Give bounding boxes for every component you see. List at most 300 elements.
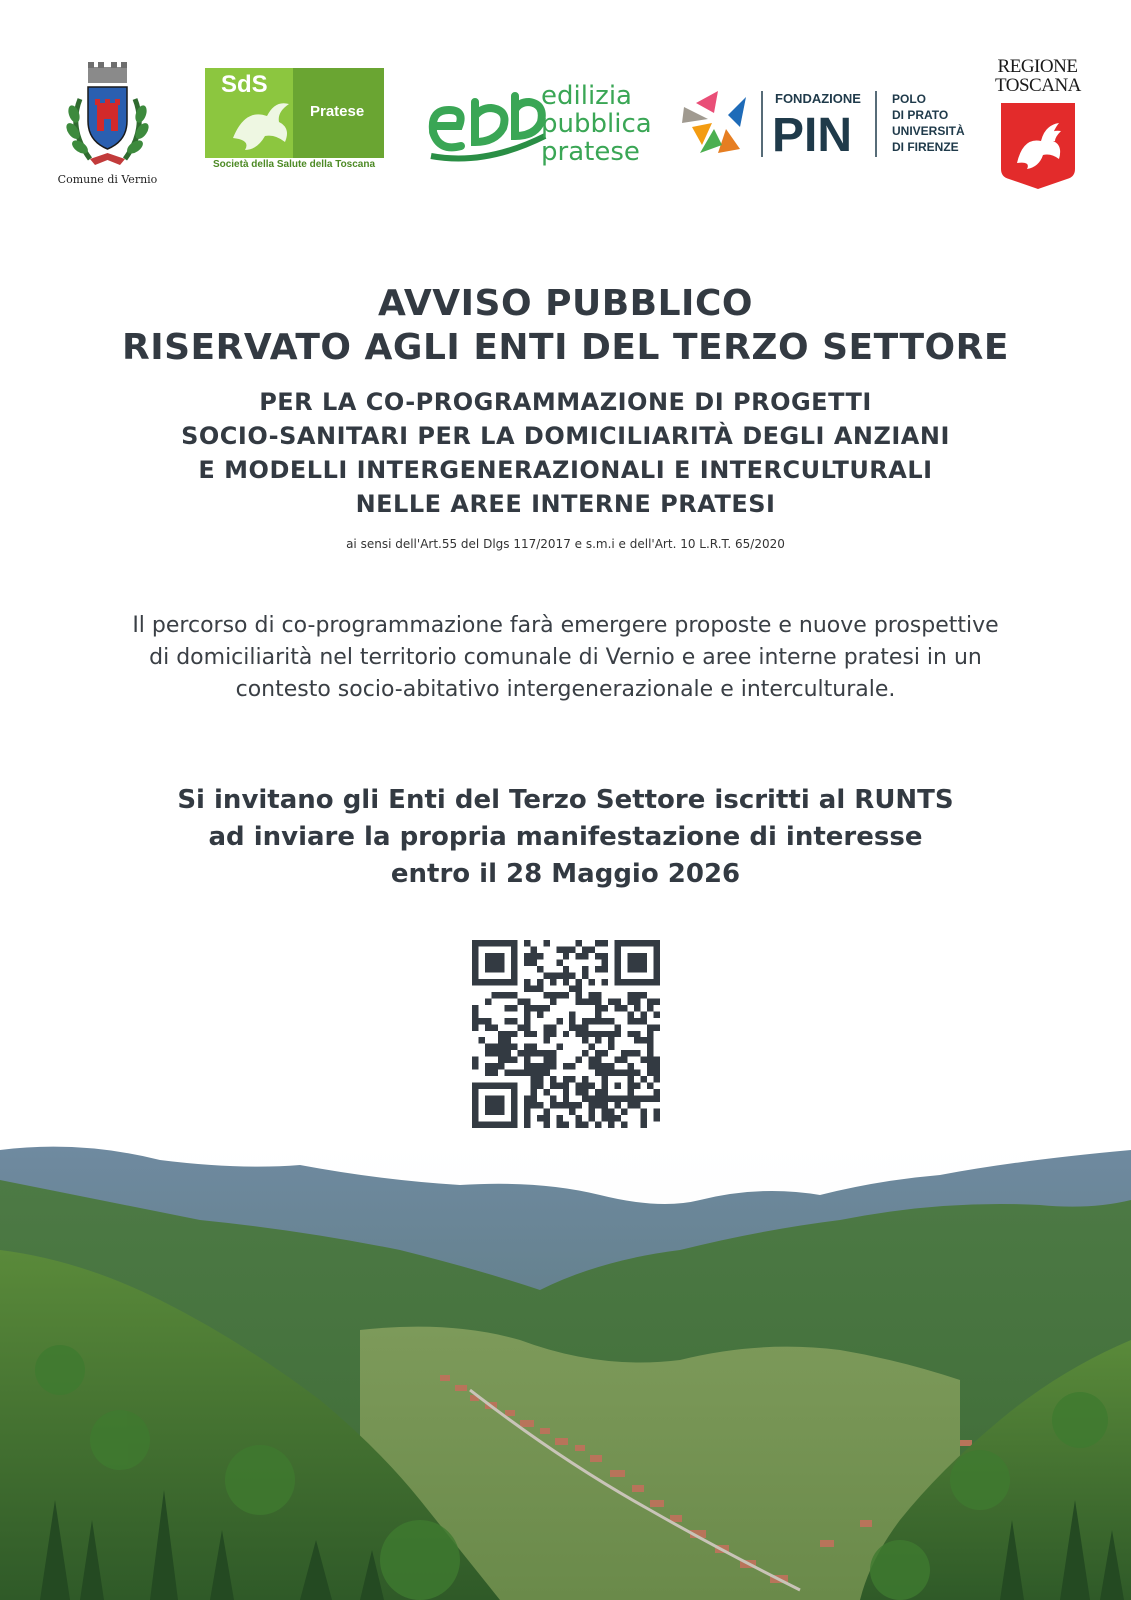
qr-module xyxy=(530,1005,536,1011)
qr-module xyxy=(634,1018,640,1024)
qr-module xyxy=(602,1089,608,1095)
qr-module xyxy=(530,985,536,991)
qr-module xyxy=(550,1050,556,1056)
qr-module xyxy=(608,1018,614,1024)
intro-paragraph xyxy=(0,610,1131,706)
sds-pratese-word: Pratese xyxy=(310,103,365,120)
qr-module xyxy=(485,1096,491,1102)
qr-module xyxy=(530,946,536,952)
qr-module xyxy=(498,1050,504,1056)
qr-module xyxy=(647,940,653,946)
qr-module xyxy=(563,1089,569,1095)
qr-module xyxy=(543,1031,549,1037)
qr-module xyxy=(621,1070,627,1076)
qr-module xyxy=(628,1102,634,1108)
qr-module xyxy=(472,940,478,946)
qr-module xyxy=(589,1018,595,1024)
qr-module xyxy=(634,998,640,1004)
qr-module xyxy=(608,1070,614,1076)
qr-module xyxy=(524,1122,530,1128)
qr-module xyxy=(543,1024,549,1030)
qr-module xyxy=(491,1109,497,1115)
qr-module xyxy=(550,1076,556,1082)
qr-module xyxy=(563,1096,569,1102)
qr-module xyxy=(654,940,660,946)
qr-module xyxy=(472,1057,478,1063)
qr-module xyxy=(550,979,556,985)
landscape-photo xyxy=(0,1140,1131,1600)
qr-module xyxy=(511,979,517,985)
qr-module xyxy=(608,1115,614,1121)
qr-module xyxy=(524,1102,530,1108)
qr-module xyxy=(595,1031,601,1037)
qr-module xyxy=(472,1122,478,1128)
qr-module xyxy=(647,1070,653,1076)
qr-module xyxy=(621,1057,627,1063)
qr-module xyxy=(654,1057,660,1063)
qr-module xyxy=(654,1070,660,1076)
qr-module xyxy=(504,1070,510,1076)
qr-module xyxy=(472,1063,478,1069)
qr-module xyxy=(511,1102,517,1108)
qr-module xyxy=(608,1037,614,1043)
qr-module xyxy=(537,1070,543,1076)
qr-module xyxy=(472,1018,478,1024)
qr-module xyxy=(595,1018,601,1024)
qr-module xyxy=(504,1057,510,1063)
qr-module xyxy=(524,1096,530,1102)
qr-module xyxy=(550,1063,556,1069)
qr-module xyxy=(530,1044,536,1050)
subtitle-line-1: PER LA CO-PROGRAMMAZIONE DI PROGETTI xyxy=(259,388,872,416)
qr-module xyxy=(511,959,517,965)
qr-module xyxy=(641,1076,647,1082)
qr-module xyxy=(569,985,575,991)
qr-module xyxy=(641,979,647,985)
qr-module xyxy=(621,1050,627,1056)
qr-module xyxy=(537,1005,543,1011)
qr-module xyxy=(511,1018,517,1024)
qr-module xyxy=(634,966,640,972)
qr-module xyxy=(647,1050,653,1056)
qr-module xyxy=(537,979,543,985)
qr-module xyxy=(472,972,478,978)
qr-module xyxy=(563,1031,569,1037)
qr-module xyxy=(595,992,601,998)
qr-module xyxy=(654,1096,660,1102)
qr-module xyxy=(517,998,523,1004)
qr-module xyxy=(589,998,595,1004)
title-line-1: AVVISO PUBBLICO xyxy=(378,283,753,324)
qr-module xyxy=(485,998,491,1004)
qr-module xyxy=(491,1044,497,1050)
qr-module xyxy=(524,1024,530,1030)
qr-module xyxy=(595,1050,601,1056)
qr-module xyxy=(615,1057,621,1063)
qr-module xyxy=(472,1089,478,1095)
qr-module xyxy=(628,979,634,985)
qr-module xyxy=(608,1044,614,1050)
qr-module xyxy=(602,1005,608,1011)
qr-module xyxy=(491,979,497,985)
qr-module xyxy=(537,1063,543,1069)
qr-module xyxy=(654,946,660,952)
qr-module xyxy=(647,1096,653,1102)
qr-module xyxy=(511,1083,517,1089)
qr-module xyxy=(621,1096,627,1102)
vernio-coat-of-arms-icon xyxy=(60,59,155,171)
qr-module xyxy=(556,992,562,998)
qr-module xyxy=(498,1083,504,1089)
qr-module xyxy=(543,1063,549,1069)
qr-module xyxy=(524,1031,530,1037)
qr-module xyxy=(491,1070,497,1076)
qr-module xyxy=(628,1018,634,1024)
qr-module xyxy=(602,1070,608,1076)
qr-module xyxy=(530,1031,536,1037)
qr-module xyxy=(543,1109,549,1115)
qr-module xyxy=(595,1037,601,1043)
qr-module xyxy=(602,1102,608,1108)
qr-module xyxy=(498,1044,504,1050)
qr-module xyxy=(511,1044,517,1050)
qr-module xyxy=(563,979,569,985)
qr-module xyxy=(654,1115,660,1121)
qr-module xyxy=(641,1122,647,1128)
qr-module xyxy=(569,1063,575,1069)
qr-module xyxy=(654,1109,660,1115)
qr-module xyxy=(595,1005,601,1011)
qr-module xyxy=(654,1024,660,1030)
qr-module xyxy=(524,959,530,965)
qr-module xyxy=(491,1102,497,1108)
qr-code[interactable] xyxy=(472,940,660,1128)
qr-module xyxy=(654,1011,660,1017)
qr-module xyxy=(524,953,530,959)
qr-module xyxy=(472,959,478,965)
qr-module xyxy=(608,1063,614,1069)
qr-module xyxy=(641,1115,647,1121)
qr-module xyxy=(524,1109,530,1115)
qr-module xyxy=(537,1115,543,1121)
qr-module xyxy=(654,953,660,959)
qr-module xyxy=(563,966,569,972)
pin-fondazione: FONDAZIONE xyxy=(775,91,861,106)
qr-module xyxy=(498,1122,504,1128)
qr-module xyxy=(654,1076,660,1082)
title-line-2: RISERVATO AGLI ENTI DEL TERZO SETTORE xyxy=(122,327,1009,368)
invitation xyxy=(0,782,1131,893)
qr-module xyxy=(582,1096,588,1102)
qr-module xyxy=(524,940,530,946)
qr-module xyxy=(576,1083,582,1089)
qr-module xyxy=(485,966,491,972)
intro-line-2: di domiciliarità nel territorio comunale di Vernio e aree interne pratesi in un xyxy=(149,645,982,670)
qr-module xyxy=(504,1050,510,1056)
qr-module xyxy=(556,1115,562,1121)
qr-module xyxy=(634,953,640,959)
qr-module xyxy=(530,1089,536,1095)
qr-module xyxy=(654,972,660,978)
qr-module xyxy=(576,1102,582,1108)
qr-module xyxy=(628,1076,634,1082)
qr-module xyxy=(569,946,575,952)
qr-module xyxy=(530,1070,536,1076)
qr-module xyxy=(582,953,588,959)
qr-module xyxy=(589,979,595,985)
qr-module xyxy=(602,979,608,985)
qr-module xyxy=(485,1044,491,1050)
qr-module xyxy=(589,1044,595,1050)
qr-module xyxy=(498,1063,504,1069)
qr-module xyxy=(602,966,608,972)
qr-module xyxy=(556,1122,562,1128)
qr-module xyxy=(524,1057,530,1063)
qr-module xyxy=(621,979,627,985)
qr-module xyxy=(485,1083,491,1089)
qr-module xyxy=(602,1063,608,1069)
qr-module xyxy=(641,1096,647,1102)
subtitle-line-4: NELLE AREE INTERNE PRATESI xyxy=(355,490,776,518)
qr-module xyxy=(582,1050,588,1056)
qr-module xyxy=(634,1031,640,1037)
qr-module xyxy=(634,1005,640,1011)
qr-module xyxy=(491,1083,497,1089)
qr-module xyxy=(504,1122,510,1128)
qr-module xyxy=(576,1122,582,1128)
pin-universita: UNIVERSITÀ xyxy=(892,124,965,138)
qr-module xyxy=(485,1063,491,1069)
qr-module xyxy=(595,1102,601,1108)
qr-module xyxy=(530,1076,536,1082)
qr-module xyxy=(498,966,504,972)
qr-module xyxy=(550,972,556,978)
qr-module xyxy=(621,1005,627,1011)
pin-polo: POLO xyxy=(892,92,927,106)
qr-module xyxy=(628,1050,634,1056)
qr-module xyxy=(595,953,601,959)
qr-module xyxy=(472,1024,478,1030)
qr-module xyxy=(615,1005,621,1011)
qr-module xyxy=(576,953,582,959)
qr-module xyxy=(472,966,478,972)
qr-module xyxy=(654,1089,660,1095)
qr-module xyxy=(472,1115,478,1121)
qr-module xyxy=(472,1005,478,1011)
qr-module xyxy=(472,1102,478,1108)
pin-mark: PIN xyxy=(772,109,853,162)
qr-module xyxy=(582,1037,588,1043)
qr-module xyxy=(524,1050,530,1056)
qr-module xyxy=(628,1089,634,1095)
sds-mark: SdS xyxy=(221,71,268,98)
qr-module xyxy=(576,1115,582,1121)
qr-module xyxy=(485,1070,491,1076)
qr-module xyxy=(576,979,582,985)
qr-module xyxy=(524,1044,530,1050)
qr-module xyxy=(511,1109,517,1115)
qr-module xyxy=(537,953,543,959)
qr-module xyxy=(511,972,517,978)
qr-module xyxy=(602,1050,608,1056)
qr-module xyxy=(628,992,634,998)
qr-module xyxy=(576,1057,582,1063)
qr-module xyxy=(595,998,601,1004)
qr-module xyxy=(641,1057,647,1063)
vernio-caption: Comune di Vernio xyxy=(57,173,158,186)
qr-module xyxy=(543,992,549,998)
qr-module xyxy=(628,1083,634,1089)
qr-module xyxy=(537,1011,543,1017)
epp-line2: pubblica xyxy=(541,109,652,139)
qr-module xyxy=(576,1089,582,1095)
qr-module xyxy=(556,1102,562,1108)
qr-module xyxy=(491,953,497,959)
page-title xyxy=(0,282,1131,370)
sds-pratese-logo xyxy=(205,68,384,169)
qr-module xyxy=(485,1024,491,1030)
qr-module xyxy=(647,1057,653,1063)
qr-module xyxy=(615,1024,621,1030)
qr-module xyxy=(504,979,510,985)
qr-module xyxy=(589,1031,595,1037)
qr-module xyxy=(537,1076,543,1082)
qr-module xyxy=(511,1089,517,1095)
qr-module xyxy=(589,1083,595,1089)
qr-module xyxy=(543,1070,549,1076)
qr-module xyxy=(602,1083,608,1089)
qr-module xyxy=(615,959,621,965)
qr-module xyxy=(602,1018,608,1024)
qr-module xyxy=(595,1063,601,1069)
qr-module xyxy=(602,953,608,959)
qr-module xyxy=(647,1063,653,1069)
qr-module xyxy=(634,1037,640,1043)
qr-module xyxy=(498,992,504,998)
qr-module xyxy=(634,979,640,985)
qr-module xyxy=(621,1109,627,1115)
qr-module xyxy=(641,1037,647,1043)
qr-module xyxy=(498,1109,504,1115)
qr-module xyxy=(556,946,562,952)
subtitle-line-3: E MODELLI INTERGENERAZIONALI E INTERCULTURALI xyxy=(198,456,933,484)
qr-module xyxy=(485,940,491,946)
epp-line3: pratese xyxy=(541,137,640,167)
qr-module xyxy=(569,1018,575,1024)
qr-module xyxy=(550,992,556,998)
qr-module xyxy=(511,1122,517,1128)
qr-module xyxy=(491,1122,497,1128)
qr-module xyxy=(556,1018,562,1024)
qr-module xyxy=(634,992,640,998)
qr-module xyxy=(628,959,634,965)
qr-module xyxy=(498,1102,504,1108)
qr-module xyxy=(589,946,595,952)
qr-module xyxy=(582,1083,588,1089)
qr-module xyxy=(641,940,647,946)
qr-module xyxy=(537,1083,543,1089)
qr-module xyxy=(498,1031,504,1037)
qr-module xyxy=(498,979,504,985)
qr-module xyxy=(511,953,517,959)
qr-module xyxy=(641,1011,647,1017)
intro-line-3: contesto socio-abitativo intergenerazionale e interculturale. xyxy=(235,677,896,702)
qr-module xyxy=(615,953,621,959)
qr-module xyxy=(556,1083,562,1089)
qr-module xyxy=(491,1050,497,1056)
qr-module xyxy=(589,1109,595,1115)
qr-module xyxy=(615,1083,621,1089)
qr-module xyxy=(550,1102,556,1108)
qr-module xyxy=(485,1109,491,1115)
qr-module xyxy=(563,1076,569,1082)
qr-module xyxy=(478,1018,484,1024)
qr-module xyxy=(634,1102,640,1108)
qr-module xyxy=(595,1011,601,1017)
qr-module xyxy=(576,1031,582,1037)
qr-module xyxy=(543,1005,549,1011)
qr-module xyxy=(647,998,653,1004)
qr-module xyxy=(517,1050,523,1056)
subtitle-line-2: SOCIO-SANITARI PER LA DOMICILIARITÀ DEGLI ANZIANI xyxy=(181,422,950,450)
qr-module xyxy=(595,1096,601,1102)
qr-module xyxy=(530,1096,536,1102)
toscana-line1: REGIONE xyxy=(997,56,1078,77)
qr-module xyxy=(543,1050,549,1056)
qr-module xyxy=(504,1018,510,1024)
qr-module xyxy=(472,946,478,952)
qr-module xyxy=(628,1070,634,1076)
qr-module xyxy=(524,1005,530,1011)
qr-module xyxy=(628,940,634,946)
qr-module xyxy=(550,1057,556,1063)
qr-module xyxy=(556,1044,562,1050)
qr-module xyxy=(524,985,530,991)
qr-module xyxy=(628,966,634,972)
qr-module xyxy=(550,1024,556,1030)
qr-module xyxy=(511,1115,517,1121)
qr-module xyxy=(491,966,497,972)
qr-module xyxy=(647,1037,653,1043)
qr-module xyxy=(517,1070,523,1076)
qr-module xyxy=(563,946,569,952)
qr-module xyxy=(498,1057,504,1063)
qr-module xyxy=(556,972,562,978)
qr-module xyxy=(589,1057,595,1063)
qr-module xyxy=(550,1096,556,1102)
qr-module xyxy=(517,1024,523,1030)
qr-module xyxy=(647,979,653,985)
qr-module xyxy=(582,972,588,978)
qr-module xyxy=(615,972,621,978)
qr-module xyxy=(543,1089,549,1095)
qr-module xyxy=(602,1115,608,1121)
qr-module xyxy=(524,1018,530,1024)
qr-module xyxy=(556,959,562,965)
qr-module xyxy=(550,1083,556,1089)
qr-module xyxy=(478,1037,484,1043)
qr-module xyxy=(478,979,484,985)
qr-module xyxy=(647,1044,653,1050)
qr-module xyxy=(641,966,647,972)
qr-module xyxy=(647,1005,653,1011)
qr-module xyxy=(582,946,588,952)
qr-module xyxy=(634,1050,640,1056)
qr-module xyxy=(634,1070,640,1076)
qr-module xyxy=(615,1102,621,1108)
qr-module xyxy=(641,992,647,998)
qr-module xyxy=(524,1070,530,1076)
